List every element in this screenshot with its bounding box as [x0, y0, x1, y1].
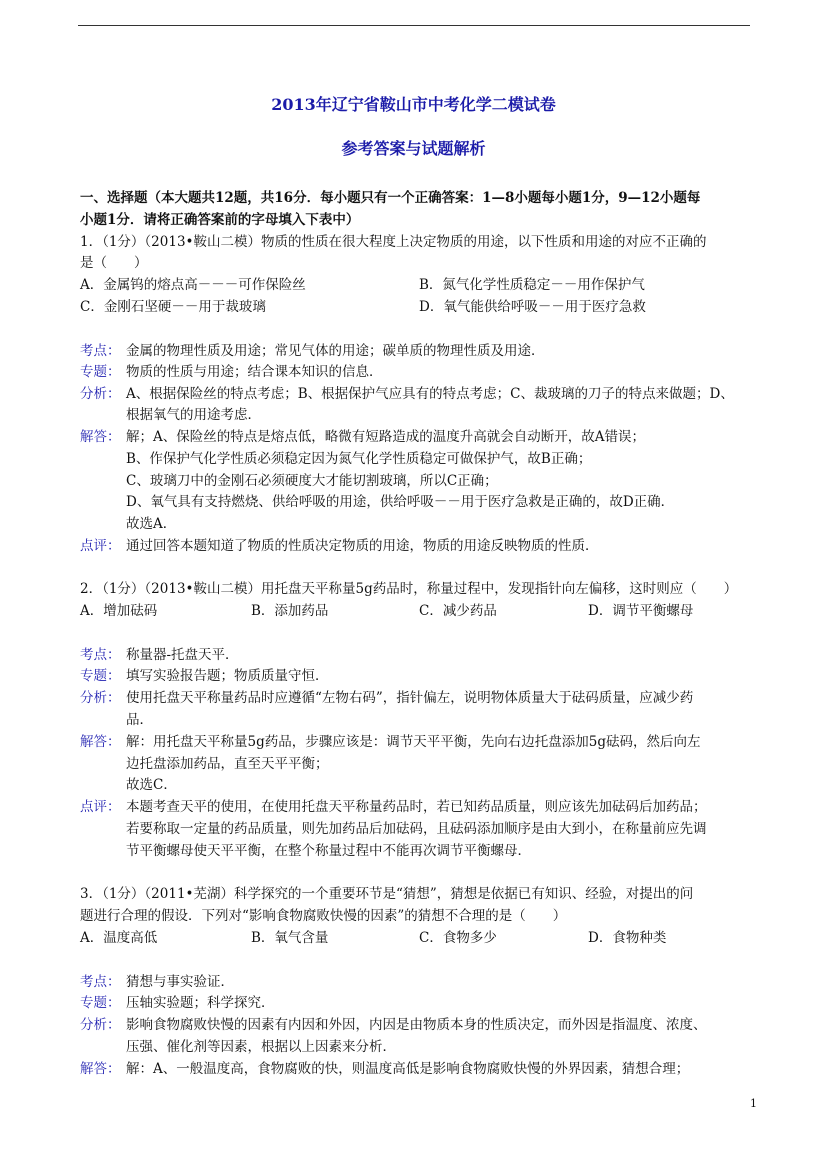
- q2-kaodian-label: 考点：: [80, 647, 121, 663]
- q3-fenxi-label: 分析：: [80, 1017, 121, 1033]
- q2-fenxi-line-2: 品．: [126, 712, 153, 728]
- q2-dianping-line-2: 若要称取一定量的药品质量，则先加药品后加砝码，且砝码添加顺序是由大到小，在称量前应先调: [126, 821, 707, 837]
- q1-kaodian-text: 金属的物理性质及用途；常见气体的用途；碳单质的物理性质及用途．: [126, 343, 545, 359]
- q3-option-a: A．温度高低: [80, 930, 158, 946]
- page-title: 2013年辽宁省鞍山市中考化学二模试卷: [271, 95, 556, 114]
- q1-zhuanti-text: 物质的性质与用途；结合课本知识的信息．: [126, 364, 383, 380]
- q3-stem-line-1: 3．（1分）（2011•芜湖）科学探究的一个重要环节是“猜想”，猜想是依据已有知识、经验，对提出的问: [80, 886, 694, 902]
- q1-option-a: A．金属钨的熔点高－－－可作保险丝: [80, 277, 306, 293]
- q1-jieda-line-3: C、玻璃刀中的金刚石必须硬度大才能切割玻璃，所以C正确；: [126, 473, 498, 489]
- q3-kaodian-label: 考点：: [80, 974, 121, 990]
- q2-jieda-line-1: 解：用托盘天平称量5g药品，步骤应该是：调节天平平衡，先向右边托盘添加5g砝码，然后向左: [126, 734, 701, 750]
- page-subtitle: 参考答案与试题解析: [341, 139, 486, 158]
- q1-fenxi-label: 分析：: [80, 386, 121, 402]
- q2-jieda-line-2: 边托盘添加药品，直至天平平衡；: [126, 756, 329, 772]
- section-header-line-2: 小题1分．请将正确答案前的字母填入下表中）: [80, 212, 360, 228]
- q1-option-c: C．金刚石坚硬－－用于裁玻璃: [80, 299, 266, 315]
- q1-jieda-line-2: B、作保护气化学性质必须稳定因为氮气化学性质稳定可做保护气，故B正确；: [126, 451, 592, 467]
- q2-jieda-line-3: 故选C．: [126, 777, 177, 793]
- q1-dianping-text: 通过回答本题知道了物质的性质决定物质的用途，物质的用途反映物质的性质．: [126, 538, 599, 554]
- q1-jieda-label: 解答：: [80, 429, 121, 445]
- section-header-line-1: 一、选择题（本大题共12题，共16分．每小题只有一个正确答案：1—8小题每小题1分，9—12小题每: [80, 190, 701, 206]
- q1-jieda-line-5: 故选A．: [126, 516, 177, 532]
- q2-option-b: B．添加药品: [251, 603, 329, 619]
- page-number: 1: [750, 1097, 757, 1110]
- q1-dianping-label: 点评：: [80, 538, 121, 554]
- header-rule: [78, 25, 750, 26]
- q2-zhuanti-label: 专题：: [80, 668, 121, 684]
- q3-zhuanti-label: 专题：: [80, 995, 121, 1011]
- q3-option-d: D．食物种类: [588, 930, 667, 946]
- q1-jieda-line-4: D、氧气具有支持燃烧、供给呼吸的用途，供给呼吸－－用于医疗急救是正确的，故D正确．: [126, 494, 675, 510]
- q1-kaodian-label: 考点：: [80, 343, 121, 359]
- q2-dianping-line-3: 节平衡螺母使天平平衡，在整个称量过程中不能再次调节平衡螺母．: [126, 843, 531, 859]
- q1-fenxi-line-1: A、根据保险丝的特点考虑；B、根据保护气应具有的特点考虑；C、裁玻璃的刀子的特点来做题；D、: [126, 386, 734, 402]
- q3-option-c: C．食物多少: [419, 930, 497, 946]
- q1-stem-line-1: 1．（1分）（2013•鞍山二模）物质的性质在很大程度上决定物质的用途，以下性质和用途的对应不正确的: [80, 234, 707, 250]
- q2-fenxi-line-1: 使用托盘天平称量药品时应遵循“左物右码”，指针偏左，说明物体质量大于砝码质量，应减少药: [126, 690, 694, 706]
- q3-zhuanti-text: 压轴实验题；科学探究．: [126, 995, 275, 1011]
- q2-stem: 2．（1分）（2013•鞍山二模）用托盘天平称量5g药品时，称量过程中，发现指针向左偏移，这时则应（ ）: [80, 581, 738, 597]
- q2-fenxi-label: 分析：: [80, 690, 121, 706]
- q3-fenxi-line-1: 影响食物腐败快慢的因素有内因和外因，内因是由物质本身的性质决定，而外因是指温度、浓度、: [126, 1017, 707, 1033]
- q2-jieda-label: 解答：: [80, 734, 121, 750]
- q2-dianping-line-1: 本题考查天平的使用，在使用托盘天平称量药品时，若已知药品质量，则应该先加砝码后加药品；: [126, 799, 707, 815]
- q2-option-c: C．减少药品: [419, 603, 497, 619]
- q3-option-b: B．氧气含量: [251, 930, 329, 946]
- q1-fenxi-line-2: 根据氧气的用途考虑．: [126, 407, 261, 423]
- q2-dianping-label: 点评：: [80, 799, 121, 815]
- q3-jieda-label: 解答：: [80, 1061, 121, 1077]
- q2-option-a: A．增加砝码: [80, 603, 158, 619]
- q2-option-d: D．调节平衡螺母: [588, 603, 694, 619]
- q3-kaodian-text: 猜想与事实验证．: [126, 974, 234, 990]
- q3-stem-line-2: 题进行合理的假设．下列对“影响食物腐败快慢的因素”的猜想不合理的是（ ）: [80, 908, 567, 924]
- q3-jieda-line-1: 解：A、一般温度高，食物腐败的快，则温度高低是影响食物腐败快慢的外界因素，猜想合理；: [126, 1061, 690, 1077]
- q2-zhuanti-text: 填写实验报告题；物质质量守恒．: [126, 668, 329, 684]
- q1-jieda-line-1: 解；A、保险丝的特点是熔点低，略微有短路造成的温度升高就会自动断开，故A错误；: [126, 429, 645, 445]
- q1-zhuanti-label: 专题：: [80, 364, 121, 380]
- q1-option-b: B．氮气化学性质稳定－－用作保护气: [419, 277, 645, 293]
- q1-stem-line-2: 是（ ）: [80, 255, 148, 271]
- q2-kaodian-text: 称量器-托盘天平．: [126, 647, 239, 663]
- q1-option-d: D．氧气能供给呼吸－－用于医疗急救: [419, 299, 646, 315]
- q3-fenxi-line-2: 压强、催化剂等因素，根据以上因素来分析．: [126, 1039, 396, 1055]
